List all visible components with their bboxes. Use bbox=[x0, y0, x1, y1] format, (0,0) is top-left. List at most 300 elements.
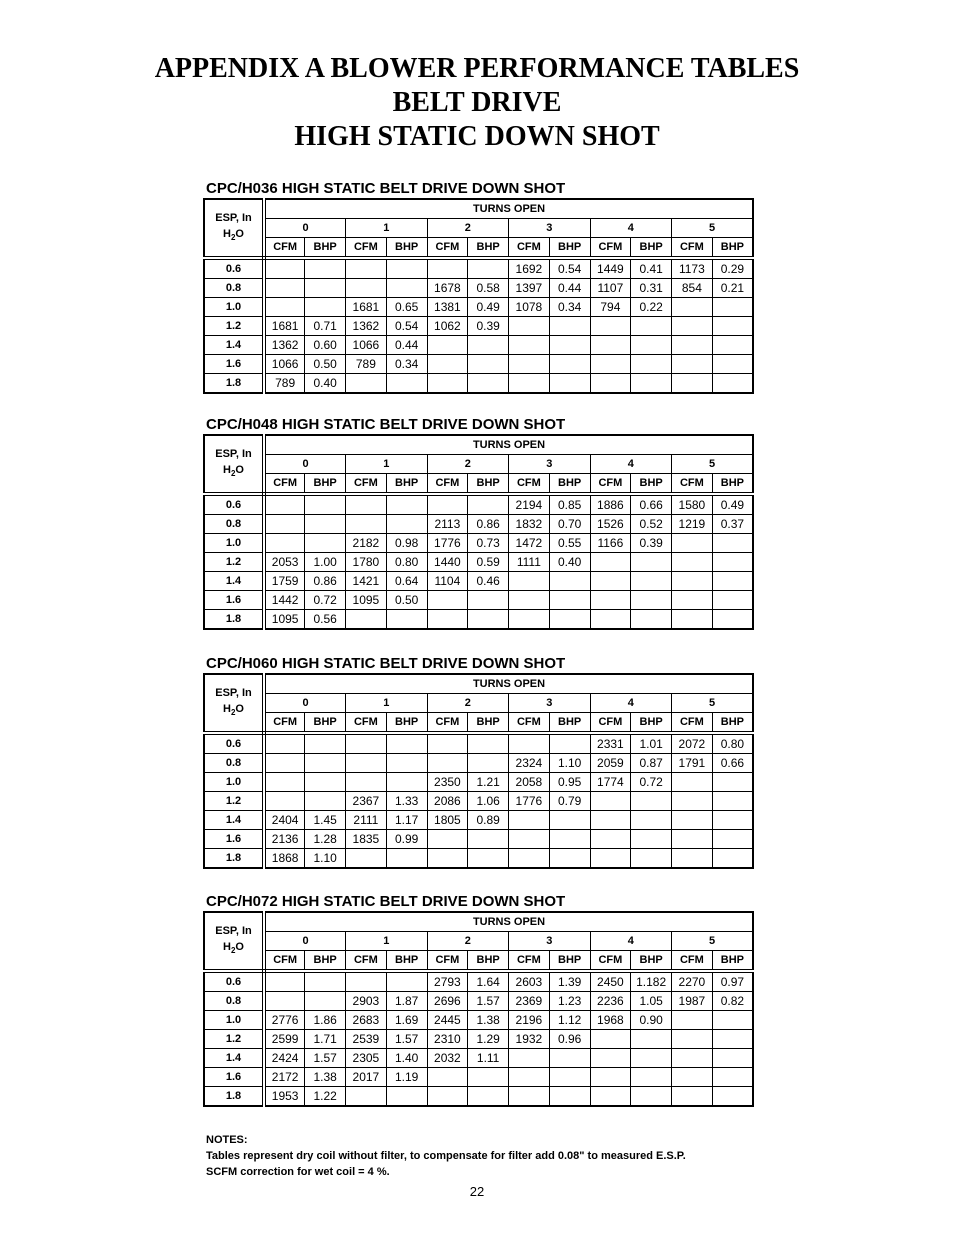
esp-header-label: ESP, In bbox=[215, 447, 252, 460]
cfm-value bbox=[509, 1068, 550, 1087]
notes-heading: NOTES: bbox=[206, 1134, 248, 1146]
bhp-value bbox=[712, 355, 753, 374]
bhp-value bbox=[631, 317, 672, 336]
cfm-value: 1449 bbox=[590, 258, 631, 279]
bhp-value bbox=[712, 773, 753, 792]
bhp-value bbox=[631, 355, 672, 374]
notes-line-2: SCFM correction for wet coil = 4 %. bbox=[206, 1166, 390, 1178]
cfm-value: 2053 bbox=[264, 553, 305, 572]
bhp-value: 0.87 bbox=[631, 754, 672, 773]
cfm-value: 1681 bbox=[264, 317, 305, 336]
bhp-value bbox=[305, 494, 346, 515]
bhp-value bbox=[305, 733, 346, 754]
cfm-value: 1219 bbox=[672, 515, 713, 534]
cfm-value: 1111 bbox=[509, 553, 550, 572]
cfm-header: CFM bbox=[509, 713, 550, 734]
cfm-value bbox=[590, 610, 631, 630]
bhp-value: 1.38 bbox=[305, 1068, 346, 1087]
cfm-value bbox=[264, 515, 305, 534]
bhp-value: 0.29 bbox=[712, 258, 753, 279]
bhp-header: BHP bbox=[549, 474, 590, 495]
cfm-value bbox=[264, 258, 305, 279]
bhp-value bbox=[712, 553, 753, 572]
bhp-value bbox=[468, 1068, 509, 1087]
page-title bbox=[0, 52, 954, 154]
bhp-value bbox=[468, 591, 509, 610]
cfm-value: 2059 bbox=[590, 754, 631, 773]
cfm-value: 1774 bbox=[590, 773, 631, 792]
turns-open-header: TURNS OPEN bbox=[264, 199, 753, 219]
cfm-value: 1104 bbox=[427, 572, 468, 591]
bhp-value: 0.72 bbox=[631, 773, 672, 792]
bhp-value: 1.33 bbox=[386, 792, 427, 811]
esp-value: 1.6 bbox=[204, 1068, 264, 1087]
cfm-value: 1440 bbox=[427, 553, 468, 572]
cfm-value bbox=[264, 733, 305, 754]
turns-open-header: TURNS OPEN bbox=[264, 912, 753, 932]
bhp-value bbox=[386, 773, 427, 792]
bhp-value: 0.71 bbox=[305, 317, 346, 336]
table-row bbox=[204, 298, 753, 317]
bhp-value bbox=[712, 298, 753, 317]
table-row bbox=[204, 515, 753, 534]
bhp-value bbox=[549, 317, 590, 336]
cfm-header: CFM bbox=[264, 713, 305, 734]
table-row bbox=[204, 279, 753, 298]
blower-performance-table bbox=[203, 198, 754, 394]
table-row bbox=[204, 591, 753, 610]
cfm-value bbox=[509, 336, 550, 355]
cfm-value: 2404 bbox=[264, 811, 305, 830]
bhp-header: BHP bbox=[712, 474, 753, 495]
bhp-value bbox=[631, 572, 672, 591]
bhp-value: 1.12 bbox=[549, 1011, 590, 1030]
bhp-value bbox=[468, 733, 509, 754]
page-title-line-3: HIGH STATIC DOWN SHOT bbox=[294, 121, 660, 152]
bhp-value bbox=[549, 811, 590, 830]
esp-header-unit-o: O bbox=[235, 227, 244, 240]
cfm-value: 1421 bbox=[346, 572, 387, 591]
bhp-value bbox=[712, 1049, 753, 1068]
cfm-value bbox=[672, 591, 713, 610]
bhp-value bbox=[305, 754, 346, 773]
cfm-value bbox=[346, 494, 387, 515]
cfm-header: CFM bbox=[264, 474, 305, 495]
cfm-value: 2903 bbox=[346, 992, 387, 1011]
cfm-value bbox=[672, 1087, 713, 1107]
bhp-value: 0.49 bbox=[712, 494, 753, 515]
cfm-value bbox=[427, 1068, 468, 1087]
cfm-value bbox=[346, 610, 387, 630]
bhp-value: 1.11 bbox=[468, 1049, 509, 1068]
cfm-header: CFM bbox=[672, 474, 713, 495]
cfm-value: 2017 bbox=[346, 1068, 387, 1087]
cfm-value bbox=[346, 1087, 387, 1107]
table-row bbox=[204, 553, 753, 572]
bhp-value bbox=[712, 830, 753, 849]
bhp-value: 0.99 bbox=[386, 830, 427, 849]
bhp-value: 0.70 bbox=[549, 515, 590, 534]
cfm-value: 1805 bbox=[427, 811, 468, 830]
esp-value: 1.8 bbox=[204, 374, 264, 394]
table-title: CPC/H048 HIGH STATIC BELT DRIVE DOWN SHOT bbox=[206, 416, 566, 433]
cfm-value bbox=[590, 1068, 631, 1087]
esp-value: 1.4 bbox=[204, 811, 264, 830]
bhp-header: BHP bbox=[386, 238, 427, 259]
bhp-value bbox=[549, 610, 590, 630]
bhp-value: 0.85 bbox=[549, 494, 590, 515]
cfm-value: 2793 bbox=[427, 971, 468, 992]
table-row bbox=[204, 1087, 753, 1107]
cfm-value: 2086 bbox=[427, 792, 468, 811]
cfm-value bbox=[509, 374, 550, 394]
bhp-value bbox=[631, 1049, 672, 1068]
table-row bbox=[204, 258, 753, 279]
bhp-value bbox=[468, 374, 509, 394]
bhp-value bbox=[712, 1030, 753, 1049]
bhp-value: 0.98 bbox=[386, 534, 427, 553]
cfm-value: 1472 bbox=[509, 534, 550, 553]
bhp-value bbox=[631, 792, 672, 811]
bhp-value bbox=[631, 1068, 672, 1087]
cfm-value: 2776 bbox=[264, 1011, 305, 1030]
bhp-value: 1.23 bbox=[549, 992, 590, 1011]
cfm-value bbox=[509, 830, 550, 849]
bhp-value bbox=[305, 279, 346, 298]
cfm-value bbox=[509, 1087, 550, 1107]
bhp-value: 0.82 bbox=[712, 992, 753, 1011]
bhp-value: 1.17 bbox=[386, 811, 427, 830]
cfm-value: 1078 bbox=[509, 298, 550, 317]
esp-value: 0.8 bbox=[204, 279, 264, 298]
cfm-value bbox=[346, 258, 387, 279]
bhp-value bbox=[712, 572, 753, 591]
cfm-value: 2683 bbox=[346, 1011, 387, 1030]
cfm-header: CFM bbox=[346, 474, 387, 495]
bhp-header: BHP bbox=[305, 238, 346, 259]
cfm-value bbox=[672, 374, 713, 394]
turn-header: 1 bbox=[346, 932, 428, 951]
cfm-value: 2236 bbox=[590, 992, 631, 1011]
cfm-value bbox=[427, 754, 468, 773]
bhp-value: 0.40 bbox=[549, 553, 590, 572]
page-title-line-2: BELT DRIVE bbox=[392, 87, 562, 118]
bhp-value bbox=[549, 336, 590, 355]
esp-value: 1.2 bbox=[204, 317, 264, 336]
cfm-value: 1580 bbox=[672, 494, 713, 515]
esp-value: 0.6 bbox=[204, 494, 264, 515]
cfm-value bbox=[264, 494, 305, 515]
cfm-value bbox=[427, 591, 468, 610]
bhp-value bbox=[712, 1068, 753, 1087]
cfm-header: CFM bbox=[509, 951, 550, 972]
cfm-value bbox=[346, 971, 387, 992]
bhp-header: BHP bbox=[631, 713, 672, 734]
bhp-value bbox=[305, 992, 346, 1011]
cfm-header: CFM bbox=[590, 951, 631, 972]
table-title: CPC/H072 HIGH STATIC BELT DRIVE DOWN SHOT bbox=[206, 893, 566, 910]
cfm-value bbox=[427, 494, 468, 515]
cfm-value bbox=[509, 1049, 550, 1068]
table-row bbox=[204, 971, 753, 992]
turn-header: 3 bbox=[509, 694, 591, 713]
cfm-value: 2136 bbox=[264, 830, 305, 849]
bhp-value: 0.59 bbox=[468, 553, 509, 572]
turn-header: 5 bbox=[672, 219, 754, 238]
bhp-value: 1.86 bbox=[305, 1011, 346, 1030]
cfm-value bbox=[672, 572, 713, 591]
bhp-value: 1.06 bbox=[468, 792, 509, 811]
bhp-value: 0.39 bbox=[631, 534, 672, 553]
cfm-value: 1066 bbox=[264, 355, 305, 374]
cfm-header: CFM bbox=[346, 713, 387, 734]
turn-header: 5 bbox=[672, 932, 754, 951]
cfm-value bbox=[509, 317, 550, 336]
esp-header-unit-o: O bbox=[235, 702, 244, 715]
cfm-value: 1173 bbox=[672, 258, 713, 279]
cfm-value bbox=[590, 811, 631, 830]
bhp-value bbox=[712, 1087, 753, 1107]
cfm-value bbox=[509, 811, 550, 830]
bhp-value: 1.40 bbox=[386, 1049, 427, 1068]
bhp-header: BHP bbox=[549, 713, 590, 734]
cfm-value bbox=[672, 792, 713, 811]
bhp-value: 1.05 bbox=[631, 992, 672, 1011]
bhp-value bbox=[549, 1049, 590, 1068]
esp-header-unit-o: O bbox=[235, 463, 244, 476]
esp-value: 1.6 bbox=[204, 591, 264, 610]
turn-header: 5 bbox=[672, 455, 754, 474]
cfm-value bbox=[427, 733, 468, 754]
turn-header: 3 bbox=[509, 455, 591, 474]
cfm-value bbox=[590, 1030, 631, 1049]
table-section bbox=[203, 180, 754, 394]
bhp-value bbox=[305, 515, 346, 534]
bhp-value bbox=[305, 971, 346, 992]
bhp-value bbox=[468, 336, 509, 355]
cfm-value: 2305 bbox=[346, 1049, 387, 1068]
bhp-value bbox=[468, 1087, 509, 1107]
bhp-value: 1.10 bbox=[305, 849, 346, 869]
esp-value: 1.8 bbox=[204, 1087, 264, 1107]
esp-header-unit-h: H bbox=[223, 463, 231, 476]
cfm-value bbox=[672, 610, 713, 630]
cfm-value: 1953 bbox=[264, 1087, 305, 1107]
esp-value: 1.8 bbox=[204, 849, 264, 869]
cfm-value bbox=[590, 336, 631, 355]
table-row bbox=[204, 992, 753, 1011]
table-row bbox=[204, 1030, 753, 1049]
bhp-value bbox=[712, 336, 753, 355]
bhp-value bbox=[468, 355, 509, 374]
cfm-value bbox=[509, 355, 550, 374]
cfm-value bbox=[346, 773, 387, 792]
cfm-value: 1987 bbox=[672, 992, 713, 1011]
esp-header-unit-h: H bbox=[223, 227, 231, 240]
cfm-value: 2270 bbox=[672, 971, 713, 992]
bhp-header: BHP bbox=[305, 951, 346, 972]
bhp-value: 0.39 bbox=[468, 317, 509, 336]
cfm-value bbox=[264, 754, 305, 773]
esp-value: 1.6 bbox=[204, 830, 264, 849]
bhp-value: 0.72 bbox=[305, 591, 346, 610]
cfm-header: CFM bbox=[264, 951, 305, 972]
turns-open-header: TURNS OPEN bbox=[264, 435, 753, 455]
cfm-value bbox=[672, 553, 713, 572]
cfm-value: 2194 bbox=[509, 494, 550, 515]
bhp-value bbox=[631, 336, 672, 355]
bhp-value bbox=[712, 374, 753, 394]
esp-value: 1.2 bbox=[204, 553, 264, 572]
esp-value: 1.0 bbox=[204, 1011, 264, 1030]
cfm-value bbox=[264, 298, 305, 317]
bhp-value bbox=[631, 374, 672, 394]
cfm-value bbox=[264, 971, 305, 992]
cfm-value bbox=[264, 773, 305, 792]
cfm-value: 2539 bbox=[346, 1030, 387, 1049]
bhp-value bbox=[386, 971, 427, 992]
bhp-value bbox=[631, 610, 672, 630]
bhp-value: 1.45 bbox=[305, 811, 346, 830]
bhp-value: 1.71 bbox=[305, 1030, 346, 1049]
bhp-header: BHP bbox=[468, 951, 509, 972]
bhp-value: 0.80 bbox=[712, 733, 753, 754]
esp-value: 1.0 bbox=[204, 534, 264, 553]
cfm-value bbox=[346, 733, 387, 754]
bhp-value bbox=[712, 317, 753, 336]
cfm-value: 2599 bbox=[264, 1030, 305, 1049]
cfm-value: 1397 bbox=[509, 279, 550, 298]
cfm-value: 1681 bbox=[346, 298, 387, 317]
bhp-value: 1.57 bbox=[386, 1030, 427, 1049]
bhp-value bbox=[549, 591, 590, 610]
bhp-value bbox=[386, 515, 427, 534]
bhp-value bbox=[712, 811, 753, 830]
table-row bbox=[204, 1049, 753, 1068]
cfm-value: 2324 bbox=[509, 754, 550, 773]
cfm-value bbox=[590, 792, 631, 811]
turn-header: 2 bbox=[427, 694, 509, 713]
bhp-value: 0.50 bbox=[305, 355, 346, 374]
cfm-value bbox=[427, 610, 468, 630]
cfm-value: 1759 bbox=[264, 572, 305, 591]
bhp-header: BHP bbox=[712, 713, 753, 734]
cfm-header: CFM bbox=[672, 951, 713, 972]
bhp-value bbox=[386, 1087, 427, 1107]
cfm-value: 1832 bbox=[509, 515, 550, 534]
cfm-value bbox=[672, 849, 713, 869]
cfm-header: CFM bbox=[346, 951, 387, 972]
cfm-value bbox=[346, 374, 387, 394]
table-row bbox=[204, 733, 753, 754]
bhp-value: 1.19 bbox=[386, 1068, 427, 1087]
cfm-value: 1066 bbox=[346, 336, 387, 355]
cfm-value bbox=[590, 355, 631, 374]
esp-value: 1.4 bbox=[204, 1049, 264, 1068]
table-title: CPC/H060 HIGH STATIC BELT DRIVE DOWN SHOT bbox=[206, 655, 566, 672]
bhp-header: BHP bbox=[712, 951, 753, 972]
cfm-value: 1362 bbox=[346, 317, 387, 336]
cfm-header: CFM bbox=[590, 238, 631, 259]
turn-header: 0 bbox=[264, 219, 346, 238]
cfm-value: 2196 bbox=[509, 1011, 550, 1030]
cfm-header: CFM bbox=[427, 951, 468, 972]
turn-header: 0 bbox=[264, 932, 346, 951]
bhp-value: 0.52 bbox=[631, 515, 672, 534]
bhp-value: 0.40 bbox=[305, 374, 346, 394]
cfm-value: 1776 bbox=[427, 534, 468, 553]
bhp-value bbox=[712, 610, 753, 630]
turns-open-header: TURNS OPEN bbox=[264, 674, 753, 694]
cfm-value bbox=[590, 591, 631, 610]
esp-value: 0.8 bbox=[204, 992, 264, 1011]
esp-value: 1.2 bbox=[204, 1030, 264, 1049]
turn-header: 4 bbox=[590, 694, 672, 713]
bhp-value bbox=[712, 1011, 753, 1030]
bhp-value: 0.86 bbox=[468, 515, 509, 534]
cfm-header: CFM bbox=[672, 238, 713, 259]
esp-value: 0.8 bbox=[204, 515, 264, 534]
cfm-value bbox=[672, 1030, 713, 1049]
bhp-value: 1.39 bbox=[549, 971, 590, 992]
bhp-value bbox=[631, 849, 672, 869]
bhp-value: 1.22 bbox=[305, 1087, 346, 1107]
cfm-value: 1107 bbox=[590, 279, 631, 298]
cfm-value: 2172 bbox=[264, 1068, 305, 1087]
cfm-value bbox=[590, 830, 631, 849]
bhp-value: 1.87 bbox=[386, 992, 427, 1011]
table-row bbox=[204, 494, 753, 515]
cfm-value bbox=[264, 992, 305, 1011]
esp-value: 1.8 bbox=[204, 610, 264, 630]
turn-header: 1 bbox=[346, 455, 428, 474]
table-row bbox=[204, 374, 753, 394]
bhp-value bbox=[386, 279, 427, 298]
cfm-value bbox=[346, 849, 387, 869]
cfm-header: CFM bbox=[427, 474, 468, 495]
esp-header-unit-sub: 2 bbox=[230, 708, 236, 718]
table-row bbox=[204, 1068, 753, 1087]
cfm-header: CFM bbox=[672, 713, 713, 734]
bhp-value bbox=[386, 494, 427, 515]
esp-header-label: ESP, In bbox=[215, 924, 252, 937]
cfm-value bbox=[672, 1049, 713, 1068]
cfm-value bbox=[509, 733, 550, 754]
bhp-value: 0.95 bbox=[549, 773, 590, 792]
bhp-value: 0.21 bbox=[712, 279, 753, 298]
esp-header bbox=[204, 912, 264, 971]
cfm-value bbox=[672, 811, 713, 830]
bhp-value: 0.41 bbox=[631, 258, 672, 279]
cfm-value: 2696 bbox=[427, 992, 468, 1011]
bhp-value: 1.10 bbox=[549, 754, 590, 773]
cfm-value: 794 bbox=[590, 298, 631, 317]
esp-header-unit-sub: 2 bbox=[230, 946, 236, 956]
cfm-value: 2113 bbox=[427, 515, 468, 534]
cfm-value bbox=[427, 374, 468, 394]
bhp-value bbox=[468, 610, 509, 630]
cfm-value bbox=[590, 849, 631, 869]
turn-header: 2 bbox=[427, 455, 509, 474]
cfm-value: 1678 bbox=[427, 279, 468, 298]
cfm-value: 1095 bbox=[264, 610, 305, 630]
bhp-value: 1.21 bbox=[468, 773, 509, 792]
turn-header: 4 bbox=[590, 219, 672, 238]
cfm-value bbox=[672, 1011, 713, 1030]
bhp-value bbox=[631, 1087, 672, 1107]
esp-value: 0.6 bbox=[204, 971, 264, 992]
cfm-header: CFM bbox=[509, 474, 550, 495]
